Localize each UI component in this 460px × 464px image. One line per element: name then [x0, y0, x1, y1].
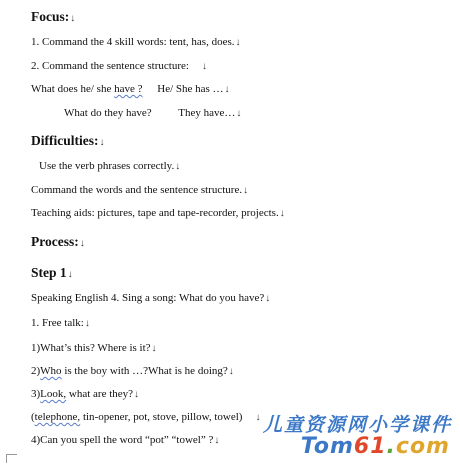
question-line-1: What does he/ she have ? He/ She has …↓	[31, 83, 230, 95]
paragraph-mark-icon: ↓	[243, 185, 249, 196]
paragraph-mark-icon: ↓	[151, 343, 157, 354]
difficulty-line-1: Use the verb phrases correctly.↓	[39, 160, 181, 172]
paragraph-mark-icon: ↓	[228, 366, 234, 377]
focus-item-1: 1. Command the 4 skill words: tent, has, does.↓	[31, 36, 241, 48]
paragraph-mark-icon: ↓	[99, 137, 105, 148]
page-corner-marker	[6, 454, 17, 463]
paragraph-mark-icon: ↓	[236, 108, 242, 119]
free-talk-object-list: (telephone, tin-opener, pot, stove, pillow, towel) ↓	[31, 411, 261, 423]
paragraph-mark-icon: ↓	[214, 435, 220, 446]
paragraph-mark-icon: ↓	[235, 37, 241, 48]
grammar-flag: have ?	[114, 83, 143, 95]
paragraph-mark-icon: ↓	[201, 61, 207, 72]
paragraph-mark-icon: ↓	[67, 269, 73, 280]
difficulties-heading: Difficulties:↓	[31, 133, 105, 148]
teaching-aids-line: Teaching aids: pictures, tape and tape-recorder, projects.↓	[31, 207, 285, 219]
free-talk-heading: 1. Free talk:↓	[31, 317, 90, 329]
speaking-line: Speaking English 4. Sing a song: What do you have?↓	[31, 292, 271, 304]
focus-item-2: 2. Command the sentence structure: ↓	[31, 60, 207, 72]
site-watermark	[244, 410, 454, 460]
paragraph-mark-icon: ↓	[70, 13, 76, 24]
grammar-flag: Look,	[40, 388, 67, 400]
focus-heading: Focus:↓	[31, 9, 76, 24]
paragraph-mark-icon: ↓	[134, 389, 140, 400]
process-heading: Process:↓	[31, 234, 85, 249]
free-talk-item-1: 1)What’s this? Where is it?↓	[31, 342, 157, 354]
question-line-2: What do they have? They have…↓	[64, 107, 242, 119]
watermark-logo-text: Tom61.com	[300, 434, 450, 459]
step-heading: Step 1↓	[31, 265, 73, 280]
free-talk-item-2: 2)Who is the boy with …?What is he doing?↓	[31, 365, 234, 377]
paragraph-mark-icon: ↓	[84, 318, 90, 329]
paragraph-mark-icon: ↓	[224, 84, 230, 95]
watermark-chinese-text: 儿童资源网小学课件	[262, 414, 452, 436]
paragraph-mark-icon: ↓	[279, 208, 285, 219]
paragraph-mark-icon: ↓	[175, 161, 181, 172]
free-talk-item-3: 3)Look, what are they?↓	[31, 388, 140, 400]
grammar-flag: Who	[40, 365, 62, 377]
paragraph-mark-icon: ↓	[265, 293, 271, 304]
paragraph-mark-icon: ↓	[79, 238, 85, 249]
paragraph-mark-icon: ↓	[255, 412, 261, 423]
spelling-flag: telephone,	[34, 411, 81, 423]
free-talk-item-4: 4)Can you spell the word “pot” “towel” ?↓	[31, 434, 220, 446]
difficulty-line-2: Command the words and the sentence structure.↓	[31, 184, 249, 196]
